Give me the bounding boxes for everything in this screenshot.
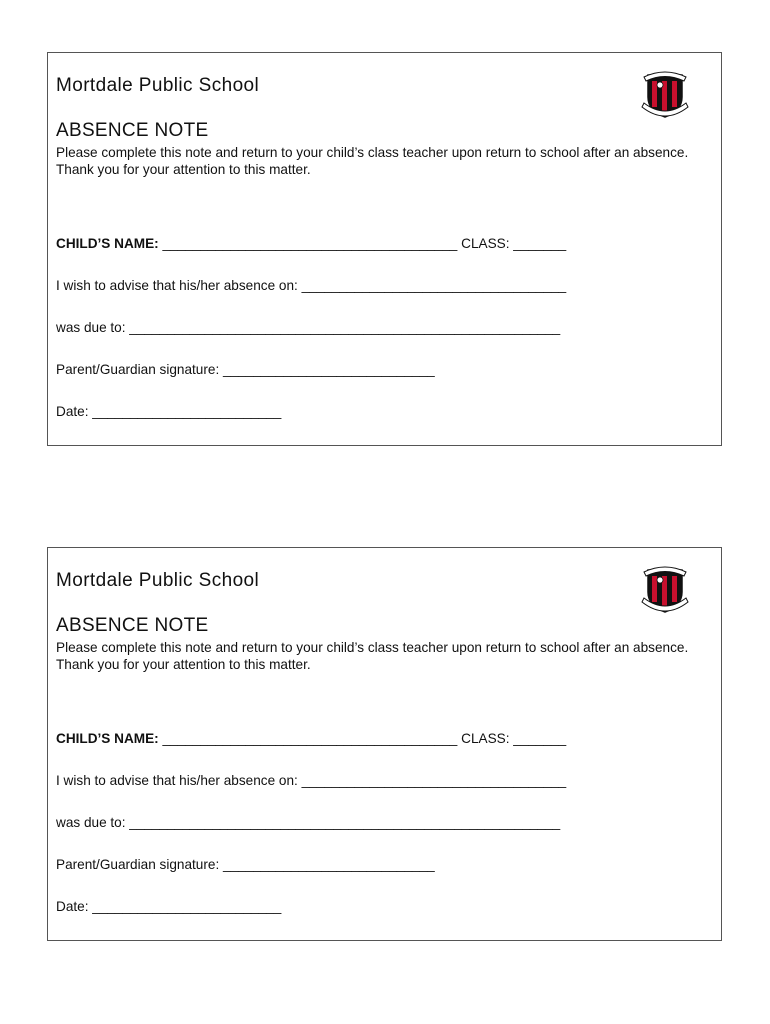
child-name-field[interactable] bbox=[56, 731, 566, 746]
absence-on-label: I wish to advise that his/her absence on: bbox=[56, 278, 298, 293]
due-to-blank[interactable]: _________________________________________________________ bbox=[125, 320, 561, 335]
note-heading: ABSENCE NOTE bbox=[56, 120, 209, 141]
due-to-label: was due to: bbox=[56, 320, 126, 335]
child-name-blank[interactable]: _______________________________________ bbox=[158, 236, 462, 251]
absence-date-field[interactable] bbox=[56, 278, 566, 293]
child-name-label: CHILD’S NAME: bbox=[56, 236, 159, 251]
signature-field[interactable] bbox=[56, 362, 435, 377]
reason-field[interactable] bbox=[56, 815, 560, 830]
child-name-field[interactable] bbox=[56, 236, 566, 251]
school-crest-icon bbox=[636, 67, 694, 123]
absence-note-2 bbox=[47, 547, 722, 941]
date-label: Date: bbox=[56, 404, 89, 419]
class-blank[interactable]: _______ bbox=[509, 731, 567, 746]
child-name-label: CHILD’S NAME: bbox=[56, 731, 159, 746]
child-name-blank[interactable]: _______________________________________ bbox=[158, 731, 462, 746]
absence-date-field[interactable] bbox=[56, 773, 566, 788]
absence-on-blank[interactable]: ___________________________________ bbox=[297, 773, 567, 788]
school-name: Mortdale Public School bbox=[56, 570, 260, 591]
school-name: Mortdale Public School bbox=[56, 75, 260, 96]
signature-blank[interactable]: ____________________________ bbox=[219, 362, 435, 377]
absence-note-1 bbox=[47, 52, 722, 446]
signature-blank[interactable]: ____________________________ bbox=[219, 857, 435, 872]
class-blank[interactable]: _______ bbox=[509, 236, 567, 251]
note-heading: ABSENCE NOTE bbox=[56, 615, 209, 636]
class-label: CLASS: bbox=[461, 731, 510, 746]
signature-label: Parent/Guardian signature: bbox=[56, 362, 220, 377]
signature-field[interactable] bbox=[56, 857, 435, 872]
due-to-label: was due to: bbox=[56, 815, 126, 830]
school-crest-icon bbox=[636, 562, 694, 618]
date-field[interactable] bbox=[56, 404, 281, 419]
date-blank[interactable]: _________________________ bbox=[88, 404, 282, 419]
signature-label: Parent/Guardian signature: bbox=[56, 857, 220, 872]
reason-field[interactable] bbox=[56, 320, 560, 335]
date-field[interactable] bbox=[56, 899, 281, 914]
absence-on-blank[interactable]: ___________________________________ bbox=[297, 278, 567, 293]
due-to-blank[interactable]: _________________________________________________________ bbox=[125, 815, 561, 830]
instructions-text: Please complete this note and return to your child’s class teacher upon return to school after an absence. Thank you for your attention to this matter. bbox=[56, 145, 689, 177]
absence-on-label: I wish to advise that his/her absence on: bbox=[56, 773, 298, 788]
class-label: CLASS: bbox=[461, 236, 510, 251]
date-label: Date: bbox=[56, 899, 89, 914]
instructions-text: Please complete this note and return to your child’s class teacher upon return to school after an absence. Thank you for your attention to this matter. bbox=[56, 640, 689, 672]
date-blank[interactable]: _________________________ bbox=[88, 899, 282, 914]
